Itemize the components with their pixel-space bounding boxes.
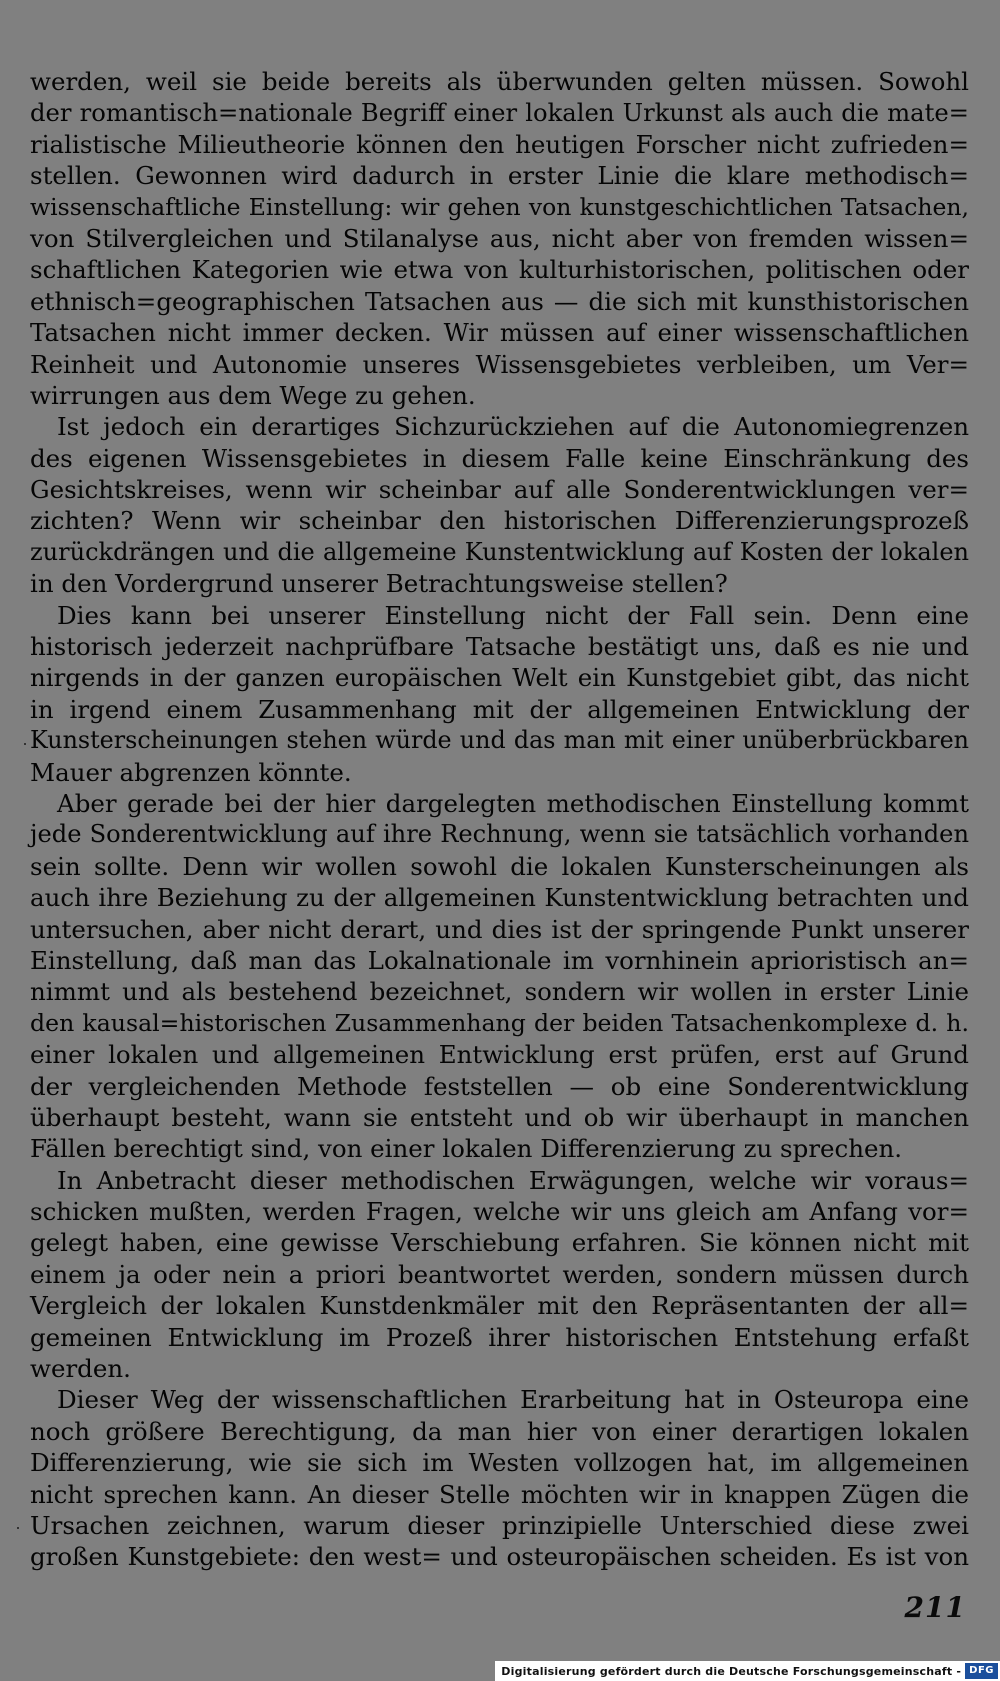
text-line: Reinheit und Autonomie unseres Wissensgebietes verbleiben, um Ver= bbox=[30, 349, 969, 379]
dfg-logo-icon: DFG bbox=[965, 1663, 998, 1679]
text-line: gemeinen Entwicklung im Prozeß ihrer historischen Entstehung erfaßt bbox=[30, 1322, 969, 1352]
text-line: wissenschaftliche Einstellung: wir gehen von kunstgeschichtlichen Tatsachen, bbox=[30, 192, 969, 221]
text-line: auch ihre Beziehung zu der allgemeinen Kunstentwicklung betrachten und bbox=[30, 883, 969, 913]
text-line: gelegt haben, eine gewisse Verschiebung erfahren. Sie können nicht mit bbox=[30, 1228, 969, 1258]
text-line: historisch jederzeit nachprüfbare Tatsache bestätigt uns, daß es nie und bbox=[30, 632, 969, 662]
text-line: schicken mußten, werden Fragen, welche wir uns gleich am Anfang vor= bbox=[30, 1197, 969, 1227]
text-line: sein sollte. Denn wir wollen sowohl die lokalen Kunsterscheinungen als bbox=[30, 851, 969, 881]
text-line: der romantisch=nationale Begriff einer lokalen Urkunst als auch die mate= bbox=[30, 98, 969, 128]
text-line: Tatsachen nicht immer decken. Wir müssen auf einer wissenschaftlichen bbox=[30, 318, 969, 348]
text-line: stellen. Gewonnen wird dadurch in erster Linie die klare methodisch= bbox=[30, 161, 969, 191]
text-line: Kunsterscheinungen stehen würde und das man mit einer unüberbrückbaren bbox=[30, 726, 969, 755]
text-line: Vergleich der lokalen Kunstdenkmäler mit den Repräsentanten der all= bbox=[30, 1291, 969, 1321]
text-line: Ursachen zeichnen, warum dieser prinzipielle Unterschied diese zwei bbox=[30, 1510, 969, 1540]
text-line: in irgend einem Zusammenhang mit der allgemeinen Entwicklung der bbox=[30, 694, 969, 724]
margin-speck bbox=[24, 743, 26, 745]
margin-speck bbox=[17, 1527, 19, 1529]
text-line: des eigenen Wissensgebietes in diesem Falle keine Einschränkung des bbox=[30, 443, 969, 473]
text-line: einer lokalen und allgemeinen Entwicklung erst prüfen, erst auf Grund bbox=[30, 1040, 969, 1070]
text-line: schaftlichen Kategorien wie etwa von kulturhistorischen, politischen oder bbox=[30, 255, 969, 285]
text-line: zichten? Wenn wir scheinbar den historischen Differenzierungsprozeß bbox=[30, 506, 969, 536]
text-line: Fällen berechtigt sind, von einer lokalen Differenzierung zu sprechen. bbox=[30, 1134, 903, 1164]
text-line: rialistische Milieutheorie können den heutigen Forscher nicht zufrieden= bbox=[30, 129, 969, 159]
text-line: zurückdrängen und die allgemeine Kunstentwicklung auf Kosten der lokalen bbox=[30, 537, 969, 566]
text-line: jede Sonderentwicklung auf ihre Rechnung, wenn sie tatsächlich vorhanden bbox=[30, 820, 969, 849]
text-line: von Stilvergleichen und Stilanalyse aus, nicht aber von fremden wissen= bbox=[30, 223, 969, 253]
text-line: werden. bbox=[30, 1354, 131, 1384]
credit-text: Digitalisierung gefördert durch die Deutsche Forschungsgemeinschaft - bbox=[501, 1664, 962, 1678]
text-line: Mauer abgrenzen könnte. bbox=[30, 757, 352, 787]
text-line: einem ja oder nein a priori beantwortet werden, sondern müssen durch bbox=[30, 1259, 969, 1289]
text-line: großen Kunstgebiete: den west= und osteuropäischen scheiden. Es ist von bbox=[30, 1542, 969, 1572]
text-line: Einstellung, daß man das Lokalnationale im vornhinein aprioristisch an= bbox=[30, 945, 969, 975]
text-line: überhaupt besteht, wann sie entsteht und ob wir überhaupt in manchen bbox=[30, 1102, 969, 1132]
text-line: Dieser Weg der wissenschaftlichen Erarbeitung hat in Osteuropa eine bbox=[57, 1385, 969, 1415]
text-line: Differenzierung, wie sie sich im Westen vollzogen hat, im allgemeinen bbox=[30, 1448, 969, 1478]
text-line: nicht sprechen kann. An dieser Stelle möchten wir in knappen Zügen die bbox=[30, 1479, 969, 1509]
text-line: der vergleichenden Methode feststellen — ob eine Sonderentwicklung bbox=[30, 1071, 969, 1101]
text-line: Ist jedoch ein derartiges Sichzurückziehen auf die Autonomiegrenzen bbox=[57, 412, 969, 442]
text-line: nimmt und als bestehend bezeichnet, sondern wir wollen in erster Linie bbox=[30, 977, 969, 1007]
text-line: nirgends in der ganzen europäischen Welt ein Kunstgebiet gibt, das nicht bbox=[30, 663, 969, 693]
text-line: noch größere Berechtigung, da man hier von einer derartigen lokalen bbox=[30, 1416, 969, 1446]
text-line: untersuchen, aber nicht derart, und dies ist der springende Punkt unserer bbox=[30, 914, 969, 944]
digitization-credit bbox=[495, 1661, 1000, 1681]
text-line: Gesichtskreises, wenn wir scheinbar auf alle Sonderentwicklungen ver= bbox=[30, 475, 969, 505]
text-line: Aber gerade bei der hier dargelegten methodischen Einstellung kommt bbox=[57, 788, 969, 818]
text-line: werden, weil sie beide bereits als überwunden gelten müssen. Sowohl bbox=[30, 67, 969, 96]
text-line: Dies kann bei unserer Einstellung nicht der Fall sein. Denn eine bbox=[57, 600, 969, 630]
page-number: 211 bbox=[904, 1591, 966, 1624]
text-line: in den Vordergrund unserer Betrachtungsweise stellen? bbox=[30, 569, 728, 599]
text-line: den kausal=historischen Zusammenhang der beiden Tatsachenkomplexe d. h. bbox=[30, 1008, 969, 1037]
text-line: wirrungen aus dem Wege zu gehen. bbox=[30, 380, 476, 410]
footer-bar bbox=[0, 1655, 1000, 1681]
text-line: ethnisch=geographischen Tatsachen aus — die sich mit kunsthistorischen bbox=[30, 286, 969, 316]
body-text bbox=[30, 66, 969, 1573]
text-line: In Anbetracht dieser methodischen Erwägungen, welche wir voraus= bbox=[57, 1165, 969, 1195]
